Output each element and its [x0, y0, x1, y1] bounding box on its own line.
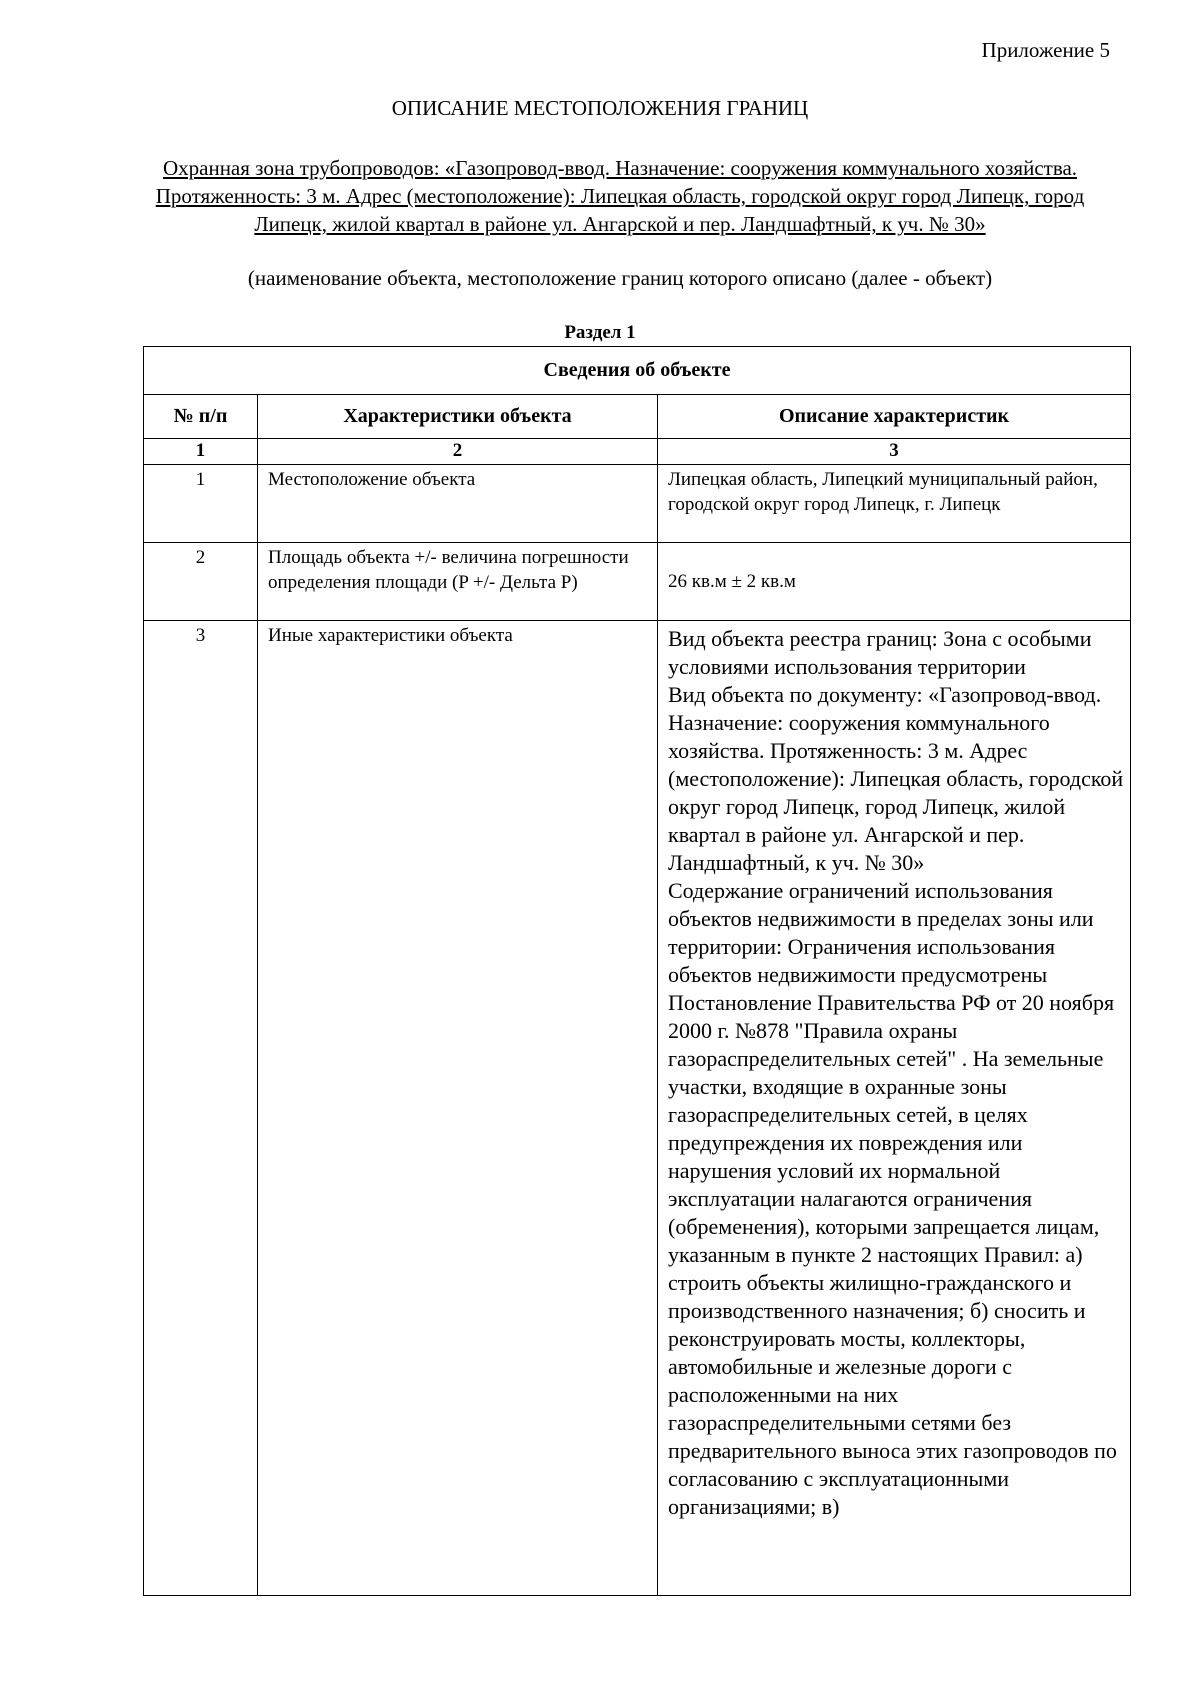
- table-row: [144, 621, 1131, 1596]
- column-number-3: 3: [658, 439, 1131, 465]
- table-title: Сведения об объекте: [144, 347, 1131, 395]
- row-number: 3: [144, 621, 258, 1596]
- table-row: [144, 465, 1131, 543]
- document-title: ОПИСАНИЕ МЕСТОПОЛОЖЕНИЯ ГРАНИЦ: [391, 96, 809, 120]
- row-number: 1: [144, 465, 258, 543]
- column-number-1: 1: [144, 439, 258, 465]
- column-header-number: № п/п: [144, 395, 258, 439]
- row-description: Липецкая область, Липецкий муниципальный район, городской округ город Липецк, г. Липецк: [658, 465, 1131, 543]
- section-title: Раздел 1: [564, 322, 636, 343]
- column-number-2: 2: [258, 439, 658, 465]
- object-info-table: [143, 346, 1131, 1596]
- row-number: 2: [144, 543, 258, 621]
- row-description-other: Вид объекта реестра границ: Зона с особыми условиями использования территории Вид объекта по документу: «Газопровод-ввод. Назначение: сооружения коммунального хозяйства. Протяженность: 3 м. Адрес (местоположение): Липецкая область, городской округ город Липецк, город Липецк, жилой квартал в районе ул. Ангарской и пер. Ландшафтный, к уч. № 30» Содержание ограничений использования объектов недвижимости в пределах зоны или территории: Ограничения использования объектов недвижимости предусмотрены Постановление Правительства РФ от 20 ноября 2000 г. №878 "Правила охраны газораспределительных сетей" . На земельные участки, входящие в охранные зоны газораспределительных сетей, в целях предупреждения их повреждения или нарушения условий их нормальной эксплуатации налагаются ограничения (обременения), которыми запрещается лицам, указанным в пункте 2 настоящих Правил: а) строить объекты жилищно-гражданского и производственного назначения; б) сносить и реконструировать мосты, коллекторы, автомобильные и железные дороги с расположенными на них газораспределительными сетями без предварительного выноса этих газопроводов по согласованию с эксплуатационными организациями; в): [658, 621, 1131, 1596]
- appendix-label: Приложение 5: [981, 38, 1110, 62]
- column-header-characteristic: Характеристики объекта: [258, 395, 658, 439]
- row-characteristic: Площадь объекта +/- величина погрешности определения площади (P +/- Дельта P): [258, 543, 658, 621]
- row-characteristic: Местоположение объекта: [258, 465, 658, 543]
- column-header-description: Описание характеристик: [658, 395, 1131, 439]
- row-description: 26 кв.м ± 2 кв.м: [658, 543, 1131, 621]
- object-subject-caption: (наименование объекта, местоположение границ которого описано (далее - объект): [247, 266, 993, 290]
- row-characteristic: Иные характеристики объекта: [258, 621, 658, 1596]
- object-subject: Охранная зона трубопроводов: «Газопровод-ввод. Назначение: сооружения коммунального хозяйства. Протяженность: 3 м. Адрес (местоположение): Липецкая область, городской округ город Липецк, город Липецк, жилой квартал в районе ул. Ангарской и пер. Ландшафтный, к уч. № 30»: [155, 156, 1085, 236]
- table-row: [144, 543, 1131, 621]
